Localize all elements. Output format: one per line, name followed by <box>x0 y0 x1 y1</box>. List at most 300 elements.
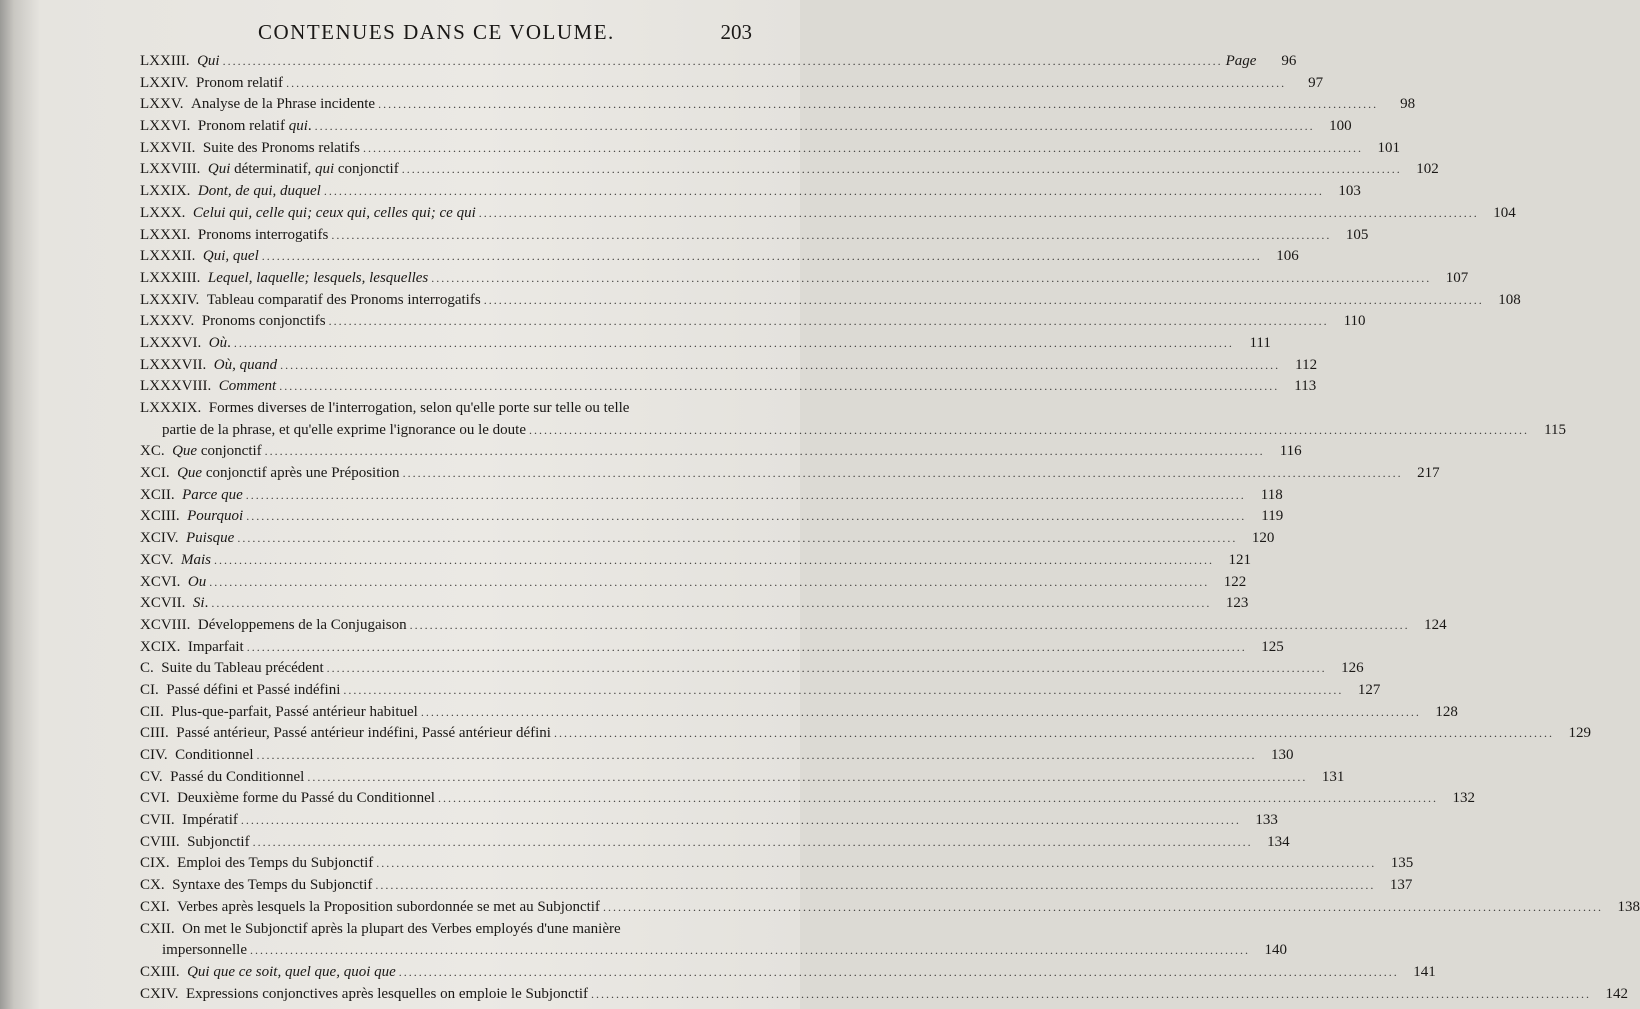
chapter-number: CIII. <box>140 725 177 742</box>
title-text: . <box>227 334 231 351</box>
dot-leader: ........................................................................................................................................................................................................ <box>331 227 1332 242</box>
chapter-number: LXXXIX. <box>140 400 209 416</box>
entry-page-number: 103 <box>1338 183 1361 200</box>
chapter-title <box>176 723 551 745</box>
title-text: Pronoms conjonctifs <box>201 313 326 330</box>
title-italic-text: qui <box>314 161 335 178</box>
toc-line <box>140 572 1247 594</box>
entry-page-number: 137 <box>1389 877 1413 894</box>
chapter-title <box>177 897 600 919</box>
toc-line <box>140 745 1294 767</box>
toc-entry <box>140 138 1400 160</box>
toc-line <box>140 116 1352 138</box>
entry-page-number: 97 <box>1308 74 1324 91</box>
title-text: Développemens de la Conjugaison <box>197 616 407 633</box>
title-text: Passé antérieur, Passé antérieur indéfini, Passé antérieur défini <box>176 725 551 742</box>
title-text: Expressions conjonctives après lesquelles on emploie le Subjonctif <box>185 985 588 1002</box>
chapter-number: XCII. <box>140 486 183 503</box>
dot-leader: ........................................................................................................................................................................................................ <box>233 335 1234 350</box>
dot-leader: ........................................................................................................................................................................................................ <box>214 552 1214 567</box>
title-italic-text: Mais <box>181 551 211 568</box>
chapter-title-continued <box>162 420 526 442</box>
entry-page-number: 111 <box>1249 334 1271 351</box>
chapter-title <box>196 73 283 95</box>
dot-leader: ........................................................................................................................................................................................................ <box>431 270 1432 285</box>
chapter-number: XCVI. <box>140 573 188 590</box>
entry-page-number: 101 <box>1377 139 1400 156</box>
title-text: Plus-que-parfait, Passé antérieur habituel <box>171 703 418 720</box>
title-italic-text: Dont, de qui, duquel <box>197 183 321 200</box>
chapter-title <box>182 485 243 507</box>
toc-line <box>140 485 1283 507</box>
toc-line <box>140 550 1251 572</box>
toc-entry <box>140 398 1567 441</box>
toc-line <box>140 506 1284 528</box>
table-of-contents <box>140 51 1640 1005</box>
chapter-title <box>219 376 277 398</box>
dot-leader: ........................................................................................................................................................................................................ <box>375 878 1376 893</box>
toc-line <box>140 723 1591 745</box>
chapter-title <box>171 702 418 724</box>
chapter-number: XCIV. <box>140 530 186 547</box>
toc-line <box>140 355 1318 377</box>
chapter-title <box>188 637 244 659</box>
page-label: Page <box>1225 53 1257 69</box>
chapter-number: CXIII. <box>140 963 188 980</box>
chapter-number: LXXXVIII. <box>140 378 219 395</box>
toc-entry <box>140 376 1317 398</box>
entry-page-number: 113 <box>1294 378 1317 395</box>
chapter-title <box>166 680 340 702</box>
dot-leader: ........................................................................................................................................................................................................ <box>286 75 1287 90</box>
toc-entry <box>140 528 1275 550</box>
chapter-number: CI. <box>140 681 167 698</box>
title-italic-text: Qui <box>197 53 220 69</box>
title-italic-text: qui <box>288 118 308 135</box>
dot-leader: ........................................................................................................................................................................................................ <box>256 748 1257 762</box>
entry-page-number: 127 <box>1357 681 1381 698</box>
chapter-number: CVI. <box>140 790 178 807</box>
entry-page-number: 129 <box>1568 725 1591 742</box>
dot-leader: ........................................................................................................................................................................................................ <box>602 899 1603 914</box>
toc-line <box>140 832 1290 854</box>
title-text: conjonctif après une Préposition <box>202 465 400 482</box>
toc-entry <box>140 463 1440 485</box>
toc-line <box>140 463 1440 485</box>
toc-line <box>140 181 1361 203</box>
chapter-title <box>203 138 360 160</box>
entry-page-number: 122 <box>1223 573 1247 590</box>
dot-leader: ........................................................................................................................................................................................................ <box>209 574 1210 589</box>
toc-entry <box>140 225 1369 247</box>
title-italic-text: Qui <box>207 161 231 178</box>
toc-line <box>140 73 1324 95</box>
chapter-number: LXXXII. <box>140 248 203 265</box>
title-text: Impératif <box>182 812 238 829</box>
chapter-number: CXII. <box>140 920 183 937</box>
toc-entry <box>140 832 1290 854</box>
entry-page-number: 134 <box>1267 833 1290 850</box>
chapter-title <box>193 203 476 225</box>
entry-page-number: 121 <box>1228 551 1251 568</box>
toc-entry <box>140 94 1416 116</box>
chapter-title <box>177 788 435 810</box>
dot-leader: ........................................................................................................................................................................................................ <box>483 292 1484 307</box>
toc-entry <box>140 290 1521 312</box>
entry-page-number: 118 <box>1260 486 1283 503</box>
toc-entry <box>140 593 1249 615</box>
entry-page-number: 123 <box>1225 595 1249 612</box>
toc-entry <box>140 897 1640 919</box>
title-text: Emploi des Temps du Subjonctif <box>177 855 374 872</box>
chapter-number: XCVIII. <box>140 616 198 633</box>
toc-line <box>140 268 1469 290</box>
chapter-number: XCI. <box>140 465 178 482</box>
dot-leader: ........................................................................................................................................................................................................ <box>328 314 1329 329</box>
toc-line <box>140 51 1297 73</box>
toc-line <box>140 441 1302 463</box>
title-text: Formes diverses de l'interrogation, selon qu'elle porte sur telle ou telle <box>208 400 630 416</box>
running-title: CONTENUES DANS CE VOLUME. <box>258 20 615 44</box>
chapter-title <box>198 615 407 637</box>
title-italic-text: Que <box>172 443 198 460</box>
title-italic-text: Celui qui, celle qui; ceux qui, celles qui; ce qui <box>192 204 476 221</box>
entry-page-number: 133 <box>1255 812 1278 829</box>
chapter-number: LXXV. <box>140 96 191 113</box>
entry-page-number: 124 <box>1424 616 1447 633</box>
toc-line <box>140 897 1640 919</box>
chapter-title <box>209 398 630 420</box>
toc-line <box>140 962 1436 984</box>
toc-entry <box>140 723 1591 745</box>
chapter-title <box>177 853 373 875</box>
title-italic-text: Que <box>177 465 203 482</box>
title-italic-text: Ou <box>187 573 207 590</box>
toc-entry <box>140 615 1447 637</box>
dot-leader: ........................................................................................................................................................................................................ <box>246 509 1247 524</box>
toc-entry <box>140 333 1271 355</box>
chapter-number: CVIII. <box>140 833 188 850</box>
entry-page-number: 142 <box>1605 985 1628 1002</box>
chapter-number: LXXIII. <box>140 53 198 69</box>
chapter-number: LXXXVII. <box>140 356 214 373</box>
toc-entry <box>140 745 1294 767</box>
toc-line <box>140 788 1475 810</box>
dot-leader: ........................................................................................................................................................................................................ <box>420 704 1421 719</box>
entry-page-number: 107 <box>1445 269 1469 286</box>
dot-leader: ........................................................................................................................................................................................................ <box>376 856 1377 871</box>
page-number: 203 <box>720 20 752 44</box>
title-text: . <box>204 595 209 612</box>
toc-entry <box>140 51 1297 73</box>
dot-leader: ........................................................................................................................................................................................................ <box>280 357 1281 372</box>
chapter-number: LXXXIV. <box>140 291 207 308</box>
toc-line <box>140 203 1516 225</box>
chapter-title <box>214 355 277 377</box>
toc-entry <box>140 506 1284 528</box>
toc-line-continued <box>140 420 1567 442</box>
dot-leader: ........................................................................................................................................................................................................ <box>307 769 1308 784</box>
toc-line <box>140 333 1271 355</box>
chapter-number: LXXIX. <box>140 183 198 200</box>
dot-leader: ........................................................................................................................................................................................................ <box>261 249 1262 264</box>
toc-line <box>140 658 1364 680</box>
dot-leader: ........................................................................................................................................................................................................ <box>553 726 1554 741</box>
entry-page-number: 119 <box>1261 508 1284 525</box>
toc-entry <box>140 680 1381 702</box>
toc-line <box>140 376 1317 398</box>
toc-entry <box>140 550 1251 572</box>
chapter-title <box>182 810 238 832</box>
chapter-number: LXXX. <box>140 204 193 221</box>
toc-entry <box>140 637 1284 659</box>
title-text: Analyse de la Phrase incidente <box>190 96 376 113</box>
dot-leader: ........................................................................................................................................................................................................ <box>323 184 1324 199</box>
toc-line <box>140 94 1416 116</box>
entry-page-number: 138 <box>1617 898 1640 915</box>
chapter-number: LXXXIII. <box>140 269 208 286</box>
toc-entry <box>140 984 1628 1006</box>
dot-leader: ........................................................................................................................................................................................................ <box>590 986 1591 1001</box>
entry-page-number: 115 <box>1544 421 1567 438</box>
title-italic-text: Pourquoi <box>187 508 244 525</box>
chapter-title <box>170 767 304 789</box>
toc-entry <box>140 919 1287 962</box>
dot-leader: ........................................................................................................................................................................................................ <box>362 140 1363 155</box>
title-text: impersonnelle <box>162 942 247 959</box>
chapter-number: C. <box>140 660 162 677</box>
entry-page-number: 141 <box>1413 963 1436 980</box>
toc-entry <box>140 810 1278 832</box>
title-text: Syntaxe des Temps du Subjonctif <box>172 877 373 894</box>
toc-line <box>140 528 1275 550</box>
title-text: conjonctif <box>197 443 262 460</box>
toc-entry <box>140 181 1361 203</box>
toc-entry <box>140 159 1439 181</box>
toc-entry <box>140 485 1283 507</box>
entry-page-number: 100 <box>1329 118 1352 135</box>
chapter-title-continued <box>162 940 247 962</box>
dot-leader: ........................................................................................................................................................................................................ <box>478 205 1479 220</box>
toc-entry <box>140 203 1516 225</box>
toc-line <box>140 398 752 420</box>
entry-page-number: 104 <box>1493 204 1516 221</box>
title-italic-text: Où, quand <box>213 356 278 373</box>
toc-entry <box>140 853 1414 875</box>
entry-page-number: 110 <box>1343 313 1366 330</box>
chapter-title <box>187 832 250 854</box>
entry-page-number: 116 <box>1279 443 1302 460</box>
chapter-number: XC. <box>140 443 173 460</box>
toc-line <box>140 159 1439 181</box>
title-italic-text: Lequel, laquelle; lesquels, lesquelles <box>207 269 429 286</box>
dot-leader: ........................................................................................................................................................................................................ <box>249 943 1250 958</box>
toc-entry <box>140 767 1345 789</box>
toc-line <box>140 290 1521 312</box>
chapter-title <box>187 962 396 984</box>
title-text: Deuxième forme du Passé du Conditionnel <box>177 790 435 807</box>
chapter-title <box>208 268 428 290</box>
chapter-number: LXXIV. <box>140 74 196 91</box>
title-text: . <box>307 118 312 135</box>
chapter-number: LXXVII. <box>140 139 203 156</box>
chapter-number: LXXXV. <box>140 313 202 330</box>
dot-leader: ........................................................................................................................................................................................................ <box>326 661 1327 676</box>
title-text: Passé du Conditionnel <box>170 768 305 785</box>
toc-entry <box>140 962 1436 984</box>
chapter-title <box>172 875 372 897</box>
chapter-title <box>198 116 312 138</box>
title-text: On met le Subjonctif après la plupart des Verbes employés d'une manière <box>182 920 621 937</box>
title-text: conjonctif <box>334 161 399 178</box>
entry-page-number: 108 <box>1498 291 1521 308</box>
toc-entry <box>140 246 1299 268</box>
toc-entry <box>140 116 1352 138</box>
toc-entry <box>140 441 1302 463</box>
title-text: Suite des Pronoms relatifs <box>202 139 360 156</box>
toc-entry <box>140 875 1413 897</box>
entry-page-number: 125 <box>1261 638 1284 655</box>
dot-leader: ........................................................................................................................................................................................................ <box>245 487 1246 502</box>
toc-line <box>140 615 1447 637</box>
title-text: Suite du Tableau précédent <box>161 660 324 677</box>
title-italic-text: Qui, quel <box>202 248 259 265</box>
dot-leader: ........................................................................................................................................................................................................ <box>378 97 1379 112</box>
chapter-number: CX. <box>140 877 173 894</box>
chapter-title <box>177 463 399 485</box>
toc-line <box>140 919 752 941</box>
chapter-title <box>198 225 328 247</box>
entry-page-number: 120 <box>1251 530 1275 547</box>
toc-entry <box>140 73 1324 95</box>
toc-line <box>140 702 1458 724</box>
toc-entry <box>140 355 1318 377</box>
dot-leader: ........................................................................................................................................................................................................ <box>237 531 1238 546</box>
toc-line <box>140 593 1249 615</box>
title-italic-text: Qui que ce soit, quel que, quoi que <box>187 963 396 980</box>
chapter-number: CVII. <box>140 812 183 829</box>
chapter-number: LXXXI. <box>140 226 198 243</box>
title-italic-text: Parce que <box>182 486 243 503</box>
chapter-title <box>181 550 211 572</box>
title-text: Tableau comparatif des Pronoms interrogatifs <box>206 291 481 308</box>
chapter-number: CV. <box>140 768 171 785</box>
toc-line <box>140 138 1400 160</box>
toc-entry <box>140 788 1475 810</box>
entry-page-number: 132 <box>1452 790 1475 807</box>
chapter-title <box>188 572 206 594</box>
entry-page-number: 130 <box>1271 747 1294 763</box>
dot-leader: ........................................................................................................................................................................................................ <box>402 466 1403 481</box>
chapter-title <box>191 94 375 116</box>
title-text: partie de la phrase, et qu'elle exprime l'ignorance ou le doute <box>162 421 527 438</box>
entry-page-number: 106 <box>1276 248 1299 265</box>
chapter-title <box>203 246 259 268</box>
entry-page-number: 105 <box>1345 226 1369 243</box>
title-text: Pronom relatif <box>197 118 289 135</box>
toc-entry <box>140 311 1366 333</box>
dot-leader: ........................................................................................................................................................................................................ <box>279 379 1280 394</box>
chapter-number: LXXVIII. <box>140 161 208 178</box>
entry-page-number: 96 <box>1281 53 1297 69</box>
page-header <box>0 20 800 50</box>
dot-leader: ........................................................................................................................................................................................................ <box>401 162 1402 177</box>
dot-leader: ........................................................................................................................................................................................................ <box>398 964 1399 979</box>
title-italic-text: Où <box>208 334 228 351</box>
toc-line <box>140 311 1366 333</box>
chapter-title <box>187 506 243 528</box>
title-text: déterminatif, <box>230 161 315 178</box>
chapter-number: XCIII. <box>140 508 188 525</box>
toc-line <box>140 810 1278 832</box>
dot-leader: ........................................................................................................................................................................................................ <box>240 813 1241 828</box>
entry-page-number: 98 <box>1400 96 1416 113</box>
chapter-number: LXXXVI. <box>140 334 209 351</box>
chapter-number: XCVII. <box>140 595 193 612</box>
entry-page-number: 112 <box>1295 356 1318 373</box>
toc-entry <box>140 572 1247 594</box>
entry-page-number: 102 <box>1416 161 1439 178</box>
toc-line <box>140 637 1284 659</box>
chapter-title <box>193 593 208 615</box>
toc-entry <box>140 658 1364 680</box>
chapter-number: CII. <box>140 703 172 720</box>
entry-page-number: 131 <box>1321 768 1345 785</box>
title-text: Passé défini et Passé indéfini <box>166 681 341 698</box>
chapter-title <box>186 528 234 550</box>
chapter-number: CIX. <box>140 855 178 872</box>
dot-leader: ........................................................................................................................................................................................................ <box>211 596 1212 611</box>
title-text: Pronom relatif <box>195 74 284 91</box>
entry-page-number: 126 <box>1341 660 1364 677</box>
chapter-number: CXI. <box>140 898 178 915</box>
toc-line <box>140 246 1299 268</box>
chapter-title <box>182 919 621 941</box>
title-text: Pronoms interrogatifs <box>197 226 329 243</box>
toc-entry <box>140 702 1458 724</box>
toc-line <box>140 767 1345 789</box>
chapter-title <box>172 441 262 463</box>
toc-entry <box>140 268 1469 290</box>
title-text: Verbes après lesquels la Proposition subordonnée se met au Subjonctif <box>177 898 600 915</box>
chapter-number: CIV. <box>140 747 176 763</box>
dot-leader: ........................................................................................................................................................................................................ <box>246 639 1247 654</box>
chapter-title <box>161 658 323 680</box>
dot-leader: ........................................................................................................................................................................................................ <box>252 834 1253 849</box>
dot-leader: ........................................................................................................................................................................................................ <box>264 444 1265 459</box>
toc-line <box>140 875 1413 897</box>
entry-page-number: 135 <box>1390 855 1414 872</box>
dot-leader: ........................................................................................................................................................................................................ <box>409 617 1410 632</box>
toc-line <box>140 225 1369 247</box>
title-text: Conditionnel <box>175 747 254 763</box>
entry-page-number: 128 <box>1435 703 1458 720</box>
dot-leader: ........................................................................................................................................................................................................ <box>314 119 1315 134</box>
dot-leader: ........................................................................................................................................................................................................ <box>343 682 1344 697</box>
title-italic-text: Puisque <box>185 530 235 547</box>
chapter-title <box>202 311 326 333</box>
chapter-title <box>207 290 481 312</box>
chapter-title <box>208 159 399 181</box>
dot-leader: ........................................................................................................................................................................................................ <box>222 54 1223 68</box>
title-text: Imparfait <box>187 638 244 655</box>
toc-line-continued <box>140 940 1287 962</box>
title-text: Subjonctif <box>187 833 250 850</box>
chapter-title <box>197 51 220 73</box>
entry-page-number: 217 <box>1417 465 1440 482</box>
chapter-number: XCV. <box>140 551 181 568</box>
toc-line <box>140 853 1414 875</box>
